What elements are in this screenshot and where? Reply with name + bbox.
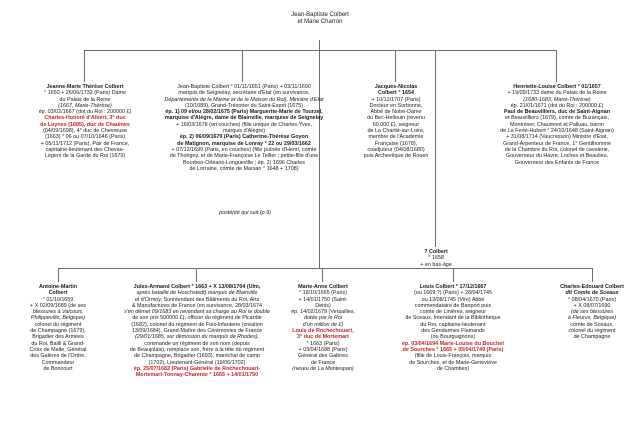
- text-line: Colbert ° 1654: [377, 90, 414, 97]
- text-line: du Bec-Hellouin (revenu: [367, 115, 425, 122]
- text-line: Louis de Rochechouart,: [292, 328, 354, 335]
- text-line: de Sceaux, Intendant de la Bibliothèque: [405, 315, 501, 322]
- text-line: (fille de Louis-François, marquis: [414, 353, 492, 360]
- node-unknown-colbert: [412, 249, 460, 268]
- text-line: Française (1678),: [374, 140, 418, 147]
- node-jeanne-marie-therese: [22, 84, 148, 160]
- text-line: Abbé de Notre-Dame: [370, 109, 422, 116]
- node-jacques-nicolas: [350, 84, 442, 160]
- text-line: Jacques-Nicolas: [374, 84, 418, 90]
- text-line: Départements de la Marine et de la Maison du Roi), Ministre d'Etat: [164, 96, 324, 103]
- node-jules-armand: [116, 284, 278, 378]
- text-line: ép. 21/01/1671 (dot du Roi : 200000 £): [510, 102, 604, 109]
- text-line: colonel du régiment: [34, 321, 82, 328]
- text-line: Bourbon-Orléans-Longueville ; ép. 2) 1696 Charles: [183, 159, 305, 166]
- text-line: Docteur en Sorbonne,: [369, 102, 423, 109]
- stem-antoine: [58, 268, 59, 282]
- text-line: + X 08/07/1690: [573, 302, 611, 309]
- text-line: du Roi, Bailli & Grand-: [31, 340, 85, 347]
- text-line: Croix de Malte, Général: [29, 346, 87, 353]
- text-line: ép. 03/04/1694 Marie-Louise du Bouchet: [401, 340, 505, 347]
- text-line: de Sourches, et de Marie-Geneviève: [409, 359, 497, 366]
- text-line: (ou 1669 ?) (Paris) + 28/04/1745: [413, 290, 493, 297]
- text-line: (neveu de La Montespan): [292, 365, 354, 372]
- text-line: + 19/09/1733 dame du Palais de la Reine: [507, 90, 607, 97]
- text-line: comte de Sceaux,: [570, 321, 614, 328]
- text-line: ép. 25/07/1682 (Paris) Gabrielle de Rochechouart-: [133, 365, 261, 372]
- text-line: de Sourches ° 1665 + 05/04/1749 (Paris): [402, 346, 504, 353]
- text-line: marquis de Seignelay, secrétaire d'Etat (en survivance,: [178, 90, 310, 97]
- text-line: ° 18/10/1665 (Paris): [298, 290, 347, 297]
- text-line: membre de l'Académie: [368, 134, 424, 141]
- text-line: ° 01/10/1659: [42, 296, 74, 303]
- text-line: Commandeur: [41, 359, 75, 366]
- text-line: Paul de Beauvilliers, duc de Saint-Aignan: [503, 109, 611, 116]
- root-stem: [319, 40, 320, 50]
- text-line: Louis Colbert ° 17/12/1667: [419, 284, 487, 290]
- text-line: de Champagne: [573, 334, 611, 341]
- text-line: 60.000 £), seigneur: [372, 121, 420, 128]
- text-line: dit Comte de Sceaux: [565, 290, 619, 297]
- stem-jacques: [395, 50, 396, 82]
- text-line: + 03/04/1688 (Paris): [298, 346, 348, 353]
- text-line: coadjuteur (04/08/1680): [367, 146, 425, 153]
- text-line: Colbert: [48, 290, 68, 297]
- text-line: (1702), Lieutenant-Général (19/06/1702): [148, 359, 246, 366]
- stem-henriette: [556, 50, 557, 82]
- text-line: ép. 2) 06/09/1679 (Paris) Catherine-Thérèse Goyon: [179, 134, 309, 141]
- text-line: 3° duc de Mortemart: [297, 334, 349, 341]
- text-line: de France: [310, 359, 336, 366]
- text-line: (1680-1683, Marie-Thérèse): [523, 96, 591, 103]
- stem-marieanne: [322, 268, 323, 282]
- gen2-bar: [58, 268, 593, 269]
- text-line: ° 1663 (Paris): [306, 340, 340, 347]
- text-line: (10/1689), Grand-Trésorier du Saint-Esprit (1675): [184, 102, 304, 109]
- node-jean-baptiste-seignelay: [158, 84, 330, 172]
- text-line: Grand-Arpenteur de France, 1° Gentilhomme: [503, 140, 611, 147]
- text-line: ép. 03/02/1667 (dot du Roi : 200000 £): [38, 109, 132, 116]
- text-line: comte de Linières, seigneur: [419, 309, 487, 316]
- text-line: commendataire de Banport puis: [414, 302, 492, 309]
- node-louis-colbert: [386, 284, 520, 372]
- text-line: Brigadier des Armées: [32, 334, 84, 341]
- text-line: ° 1650 + 26/06/1732 (Paris) Dame: [43, 90, 126, 97]
- text-line: (29/01/1685, sur démission du marquis de Rhodes),: [134, 334, 260, 341]
- text-line: Gouverneur du Havre, Loches et Beaulieu,: [505, 153, 609, 160]
- text-line: de Beaujolais), remplace son, frère à la tête du régiment: [129, 346, 265, 353]
- text-line: Philippeville, Belgique): [30, 315, 86, 322]
- text-line: Général des Galères: [298, 353, 348, 360]
- text-line: de Champagne, Brigadier (1693), maréchal de camp: [134, 353, 260, 360]
- stem-jeanne: [84, 50, 85, 82]
- text-line: et Beauvilliers (1679), comte de Buzançais,: [505, 115, 609, 122]
- text-line: s'en démet 09/1683 en revendant sa charge au Roi le double: [124, 309, 270, 316]
- text-line: + X 02/09/1689 (de ses: [30, 302, 86, 309]
- text-line: + 07/12/1699 (Paris, en couches) (fille puînée d'Henri, comte: [171, 146, 317, 153]
- text-line: marquis d'Alègre): [222, 128, 266, 135]
- text-line: de Boncourt: [43, 365, 73, 372]
- text-line: + en bas-âge: [420, 261, 452, 268]
- text-line: Henriette-Louise Colbert ° 01/1657: [513, 84, 601, 90]
- text-line: de Luynes (1685), duc de Chaulnes: [40, 121, 130, 128]
- text-line: ép. 14/02/1679 (Versailles,: [291, 309, 355, 316]
- text-line: + 10/12/1707 (Paris): [371, 96, 421, 103]
- node-antoine-martin: [18, 284, 98, 372]
- seignelay-note: postérité qui suit (p.9): [219, 210, 271, 216]
- text-line: capitaine-lieutenant des Chevau-: [45, 146, 125, 153]
- stem-charles: [592, 268, 593, 282]
- node-henriette-louise: [490, 84, 624, 166]
- stem-louis: [453, 268, 454, 282]
- text-line: Marie-Anne Colbert: [298, 284, 348, 290]
- text-line: marquise d'Alègre, dame de Blainville, marquise de Seignelay: [164, 115, 324, 122]
- root-node: [250, 12, 390, 26]
- text-line: de Thorigny, et de Marie-Françoise Le Tellier ; petite-fille d'une: [169, 153, 319, 160]
- text-line: ? Colbert: [424, 249, 448, 255]
- text-line: + 14/01/1750 (Saint-: [298, 296, 348, 303]
- text-line: d'un million de £): [302, 321, 344, 328]
- gen1-bar: [84, 50, 557, 51]
- text-line: (1682), colonel du régiment de Foix-Infanterie (création: [131, 321, 263, 328]
- text-line: Antoine-Martin: [38, 284, 78, 290]
- text-line: de Champagne (1679),: [30, 328, 86, 335]
- text-line: & Manufactures de France (en survivance, 28/03/1674: [131, 302, 263, 309]
- text-line: + 16/03/1678 (en couches) (fille unique de Charles-Yves,: [176, 121, 312, 128]
- text-line: de Matignon, marquise de Lonray ° 22 ou 29/03/1662: [177, 140, 311, 147]
- node-charles-edouard: [550, 284, 634, 341]
- text-line: de La Charité-sur-Loire,: [367, 128, 425, 135]
- text-line: + 05/11/1712 (Paris), Pair de France,: [40, 140, 130, 147]
- root-line-1: Jean-Baptiste Colbert: [291, 12, 349, 18]
- stem-seignelay: [242, 50, 243, 82]
- text-line: blessures à Valcourt,: [32, 309, 84, 316]
- text-line: ° 1658: [428, 255, 444, 262]
- text-line: + 31/08/1714 (Vaucresson) Ministre d'Etat,: [506, 134, 608, 141]
- text-line: ép. 1) 09 et/ou 28/02/1675 (Paris) Marguerite-Marie de Tourzel,: [165, 109, 323, 116]
- text-line: dotée par le Roi: [303, 315, 343, 322]
- text-line: Mortemart-Tonnay-Charente ° 1665 + 14/01/1750: [135, 372, 259, 379]
- text-line: du Roi, capitaine-lieutenant: [420, 321, 486, 328]
- text-line: Charles-Honoré d'Albert, 3° duc: [44, 115, 126, 122]
- text-line: Jeanne-Marie Thérèse Colbert: [46, 84, 124, 90]
- text-line: 13/09/1684), Grand-Maître des Cérémonies de France: [131, 328, 263, 335]
- text-line: à Fleurus, Belgique): [567, 315, 617, 322]
- text-line: puis Archevêque de Rouen: [363, 153, 429, 160]
- text-line: Jules-Armand Colbert ° 1663 + X 13/08/1704 (Ulm,: [133, 284, 261, 290]
- text-line: (de ses blessures: [570, 309, 614, 316]
- root-line-2: et Marie Charron: [297, 19, 343, 25]
- text-line: des Galères de l'Ordre,: [30, 353, 86, 360]
- text-line: Jean-Baptiste Colbert ° 01/11/1651 (Paris) + 03/11/1690: [177, 84, 311, 90]
- text-line: de son prix 500000 £), officier du régiment de Picardie: [132, 315, 262, 322]
- text-line: de La Ferté-Hubert ° 24/10/1648 (Saint-Aignan): [500, 128, 614, 135]
- text-line: (04/09/1698), 4° duc de Chevreuse: [43, 128, 127, 135]
- text-line: Légers de la Garde du Roi (1679): [44, 153, 126, 160]
- text-line: de Chambes): [436, 365, 470, 372]
- text-line: commande un régiment de son nom (depuis: [144, 340, 250, 347]
- text-line: de la Chambre du Roi, colonel de cavalerie,: [504, 146, 610, 153]
- text-line: ° 08/04/1670 (Paris): [567, 296, 616, 303]
- text-line: (1663) ° 06 ou 07/10/1646 (Paris): [44, 134, 126, 141]
- text-line: Gouverneur des Enfants de France: [514, 159, 600, 166]
- text-line: Denis): [315, 302, 331, 309]
- text-line: et d'Ormoy, Surintendant des Bâtiments du Roi, Arts: [134, 296, 260, 303]
- text-line: après bataille de Hoschstedt) marquis de Blainville: [136, 290, 258, 297]
- text-line: colonel du régiment: [568, 328, 616, 335]
- stem-jules: [196, 268, 197, 282]
- text-line: de Lorraine, comte de Marsan ° 1648 + 1708): [189, 165, 299, 172]
- text-line: (ou Bourguignons): [430, 334, 476, 341]
- text-line: du Palais de la Reine: [59, 96, 111, 103]
- text-line: Montrésor, Chaumont et Palluau, baron: [509, 121, 605, 128]
- text-line: ou 13/08/1745 (Vire) Abbé: [421, 296, 485, 303]
- text-line: Charles-Edouard Colbert: [560, 284, 624, 290]
- text-line: (1667, Marie-Thérèse): [58, 102, 112, 109]
- node-marie-anne: [286, 284, 360, 372]
- text-line: des Gendarmes Flamands: [421, 328, 485, 335]
